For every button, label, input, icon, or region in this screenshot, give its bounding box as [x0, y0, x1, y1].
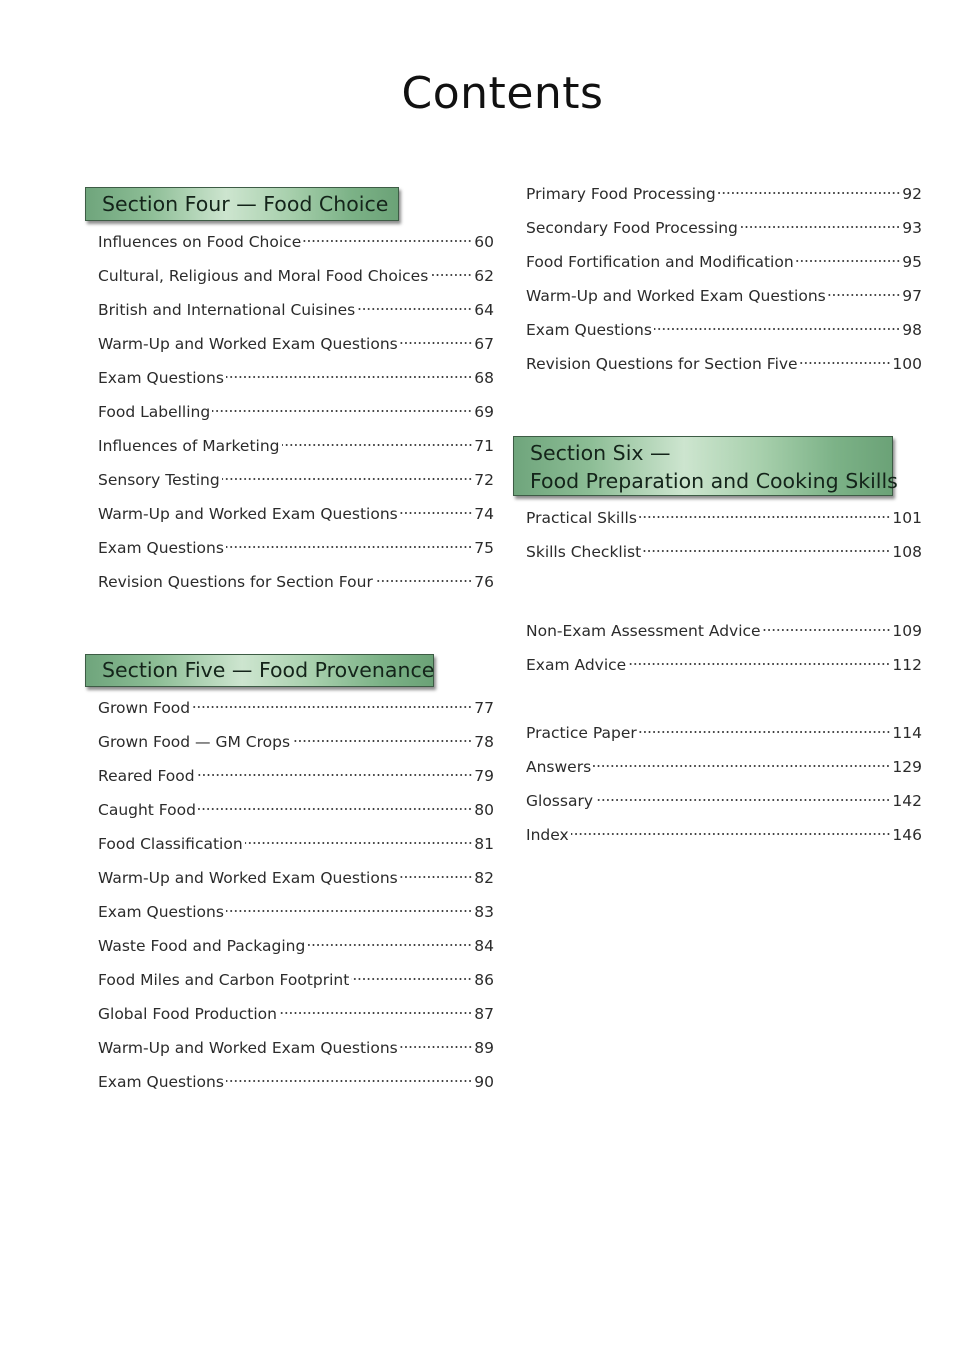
toc-entry-page: 62 — [474, 267, 494, 285]
dot-leader — [763, 628, 891, 632]
toc-entry[interactable] — [98, 259, 494, 293]
dot-leader — [828, 293, 901, 297]
toc-entry-label: Revision Questions for Section Five — [526, 355, 798, 373]
toc-entry[interactable] — [526, 177, 922, 211]
dot-leader — [226, 375, 472, 379]
toc-entry-page: 95 — [902, 253, 922, 271]
toc-entry-page: 75 — [474, 539, 494, 557]
toc-entry[interactable] — [526, 716, 922, 750]
toc-entry-page: 67 — [474, 335, 494, 353]
dot-leader — [279, 1011, 472, 1015]
dot-leader — [639, 515, 890, 519]
toc-entry[interactable] — [98, 759, 494, 793]
section-six-list — [526, 501, 922, 569]
toc-entry-page: 80 — [474, 801, 494, 819]
toc-entry-page: 72 — [474, 471, 494, 489]
dot-leader — [400, 875, 473, 879]
dot-leader — [226, 545, 472, 549]
toc-entry-page: 76 — [474, 573, 494, 591]
toc-entry[interactable] — [98, 1031, 494, 1065]
toc-entry-page: 74 — [474, 505, 494, 523]
toc-entry-page: 98 — [902, 321, 922, 339]
toc-entry-label: Exam Questions — [526, 321, 652, 339]
toc-entry-page: 97 — [902, 287, 922, 305]
toc-entry[interactable] — [98, 1065, 494, 1099]
toc-entry[interactable] — [526, 784, 922, 818]
toc-entry[interactable] — [526, 501, 922, 535]
toc-entry-label: Food Fortification and Modification — [526, 253, 794, 271]
toc-entry-label: Exam Questions — [98, 903, 224, 921]
toc-entry-label: Food Labelling — [98, 403, 211, 421]
dot-leader — [192, 705, 472, 709]
toc-entry-page: 114 — [892, 724, 922, 742]
toc-entry-label: Non-Exam Assessment Advice — [526, 622, 761, 640]
toc-entry-page: 86 — [474, 971, 494, 989]
toc-entry-label: Exam Questions — [98, 369, 224, 387]
section-four-title: Section Four — Food Choice — [102, 192, 389, 216]
dot-leader — [593, 764, 890, 768]
toc-entry-label: Skills Checklist — [526, 543, 642, 561]
toc-entry[interactable] — [98, 861, 494, 895]
dot-leader — [198, 807, 472, 811]
dot-leader — [571, 832, 891, 836]
dot-leader — [226, 1079, 472, 1083]
toc-entry-label: Influences of Marketing — [98, 437, 280, 455]
dot-leader — [307, 943, 472, 947]
toc-entry-page: 78 — [474, 733, 494, 751]
toc-entry-label: Warm-Up and Worked Exam Questions — [98, 335, 398, 353]
toc-entry-label: Influences on Food Choice — [98, 233, 302, 251]
section-five-header — [85, 654, 434, 687]
toc-entry[interactable] — [98, 531, 494, 565]
dot-leader — [400, 1045, 473, 1049]
toc-entry-page: 77 — [474, 699, 494, 717]
toc-entry-page: 146 — [892, 826, 922, 844]
section-six-title-line2: Food Preparation and Cooking Skills — [530, 469, 898, 493]
toc-entry-label: Index — [526, 826, 569, 844]
toc-entry-label: Waste Food and Packaging — [98, 937, 306, 955]
dot-leader — [400, 511, 473, 515]
toc-entry[interactable] — [98, 725, 494, 759]
toc-entry-page: 90 — [474, 1073, 494, 1091]
dot-leader — [245, 841, 473, 845]
dot-leader — [718, 191, 901, 195]
toc-entry[interactable] — [98, 929, 494, 963]
toc-entry[interactable] — [98, 895, 494, 929]
toc-entry[interactable] — [526, 818, 922, 852]
dot-leader — [796, 259, 901, 263]
toc-entry-page: 92 — [902, 185, 922, 203]
dot-leader — [400, 341, 473, 345]
dot-leader — [292, 739, 472, 743]
toc-entry[interactable] — [98, 827, 494, 861]
toc-entry[interactable] — [98, 361, 494, 395]
toc-entry-label: Sensory Testing — [98, 471, 220, 489]
toc-entry[interactable] — [526, 279, 922, 313]
toc-entry[interactable] — [98, 497, 494, 531]
toc-entry-label: Practical Skills — [526, 509, 637, 527]
toc-entry[interactable] — [98, 963, 494, 997]
toc-entry[interactable] — [526, 211, 922, 245]
section-five-list — [98, 691, 494, 1099]
toc-entry-page: 83 — [474, 903, 494, 921]
back-matter-list — [526, 716, 922, 852]
toc-entry[interactable] — [526, 648, 922, 682]
section-six-title-line1: Section Six — — [530, 441, 671, 465]
toc-entry[interactable] — [98, 327, 494, 361]
toc-entry[interactable] — [98, 293, 494, 327]
toc-entry[interactable] — [98, 565, 494, 599]
toc-entry[interactable] — [526, 614, 922, 648]
dot-leader — [740, 225, 900, 229]
toc-entry-page: 60 — [474, 233, 494, 251]
toc-entry-label: Practice Paper — [526, 724, 637, 742]
dot-leader — [643, 549, 890, 553]
toc-entry-label: Reared Food — [98, 767, 195, 785]
dot-leader — [222, 477, 473, 481]
dot-leader — [639, 730, 891, 734]
dot-leader — [595, 798, 890, 802]
toc-entry-page: 81 — [474, 835, 494, 853]
toc-entry-label: British and International Cuisines — [98, 301, 356, 319]
toc-entry-page: 101 — [892, 509, 922, 527]
toc-entry-label: Exam Questions — [98, 1073, 224, 1091]
toc-entry-label: Food Classification — [98, 835, 243, 853]
toc-entry[interactable] — [526, 313, 922, 347]
toc-entry[interactable] — [526, 245, 922, 279]
toc-entry-label: Warm-Up and Worked Exam Questions — [98, 505, 398, 523]
dot-leader — [654, 327, 900, 331]
toc-entry-page: 112 — [892, 656, 922, 674]
dot-leader — [351, 977, 472, 981]
toc-entry-label: Answers — [526, 758, 592, 776]
toc-entry[interactable] — [98, 997, 494, 1031]
toc-entry-label: Revision Questions for Section Four — [98, 573, 373, 591]
toc-entry-label: Warm-Up and Worked Exam Questions — [98, 1039, 398, 1057]
section-four-list — [98, 225, 494, 599]
toc-entry-page: 142 — [892, 792, 922, 810]
toc-entry[interactable] — [98, 429, 494, 463]
toc-entry-page: 109 — [892, 622, 922, 640]
dot-leader — [357, 307, 472, 311]
toc-entry-page: 82 — [474, 869, 494, 887]
toc-entry[interactable] — [98, 463, 494, 497]
toc-entry-page: 64 — [474, 301, 494, 319]
toc-entry-label: Exam Questions — [98, 539, 224, 557]
toc-entry-page: 129 — [892, 758, 922, 776]
section-five-continued-list — [526, 177, 922, 381]
dot-leader — [212, 409, 472, 413]
toc-entry[interactable] — [98, 395, 494, 429]
page-title: Contents — [401, 68, 604, 119]
toc-entry-page: 93 — [902, 219, 922, 237]
advice-list — [526, 614, 922, 682]
toc-entry-page: 68 — [474, 369, 494, 387]
dot-leader — [430, 273, 472, 277]
toc-entry-label: Secondary Food Processing — [526, 219, 738, 237]
toc-entry-page: 71 — [474, 437, 494, 455]
toc-entry-label: Exam Advice — [526, 656, 627, 674]
toc-entry-label: Primary Food Processing — [526, 185, 716, 203]
section-six-header — [513, 436, 898, 496]
toc-entry-page: 100 — [892, 355, 922, 373]
toc-entry-page: 87 — [474, 1005, 494, 1023]
toc-entry-page: 79 — [474, 767, 494, 785]
toc-entry-page: 89 — [474, 1039, 494, 1057]
toc-entry[interactable] — [526, 347, 922, 381]
toc-entry-label: Glossary — [526, 792, 593, 810]
toc-entry[interactable] — [98, 793, 494, 827]
dot-leader — [197, 773, 473, 777]
dot-leader — [375, 579, 472, 583]
toc-entry-label: Food Miles and Carbon Footprint — [98, 971, 350, 989]
toc-entry-page: 84 — [474, 937, 494, 955]
toc-entry-label: Warm-Up and Worked Exam Questions — [526, 287, 826, 305]
toc-entry[interactable] — [526, 535, 922, 569]
toc-entry-page: 108 — [892, 543, 922, 561]
section-five-title: Section Five — Food Provenance — [102, 658, 435, 682]
dot-leader — [800, 361, 891, 365]
dot-leader — [628, 662, 890, 666]
toc-entry-page: 69 — [474, 403, 494, 421]
toc-entry[interactable] — [98, 225, 494, 259]
dot-leader — [282, 443, 473, 447]
toc-entry-label: Caught Food — [98, 801, 196, 819]
toc-entry-label: Cultural, Religious and Moral Food Choices — [98, 267, 429, 285]
toc-entry-label: Grown Food — GM Crops — [98, 733, 291, 751]
toc-entry-label: Warm-Up and Worked Exam Questions — [98, 869, 398, 887]
toc-entry[interactable] — [98, 691, 494, 725]
dot-leader — [303, 239, 472, 243]
toc-entry-label: Global Food Production — [98, 1005, 277, 1023]
section-four-header — [85, 187, 399, 221]
toc-entry[interactable] — [526, 750, 922, 784]
dot-leader — [226, 909, 472, 913]
toc-entry-label: Grown Food — [98, 699, 191, 717]
